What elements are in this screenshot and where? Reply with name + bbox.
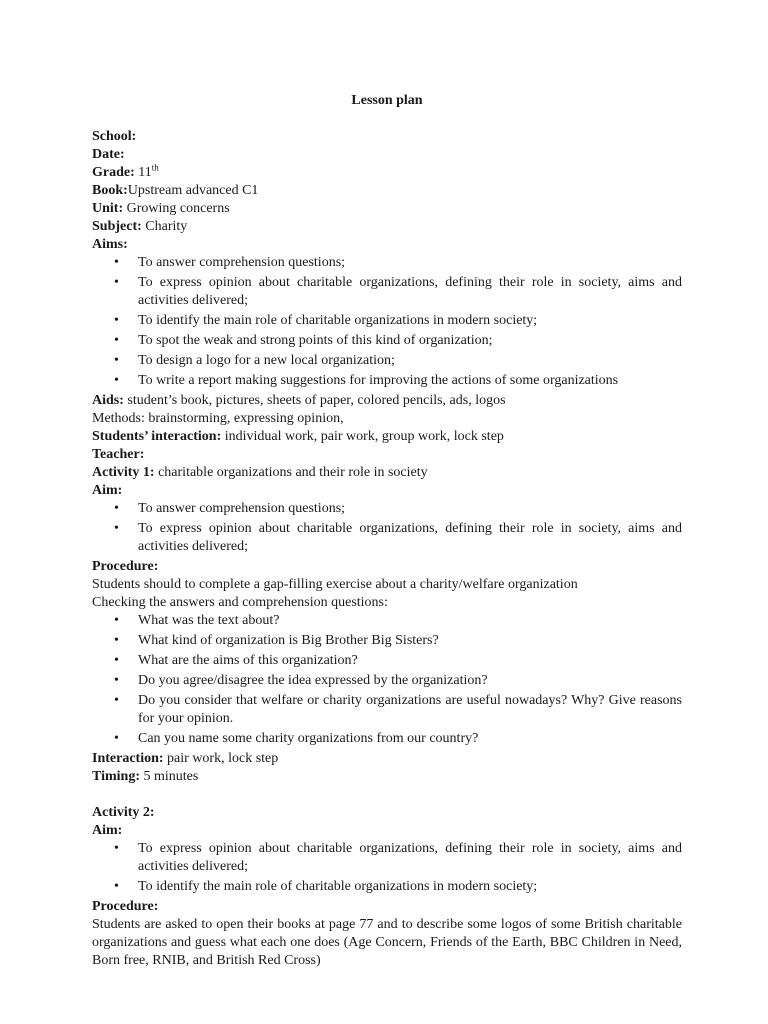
aids-value: student’s book, pictures, sheets of paper, colored pencils, ads, logos bbox=[127, 393, 506, 408]
activity-2-aims-list bbox=[92, 840, 682, 896]
students-interaction-line bbox=[92, 428, 682, 446]
subject-line bbox=[92, 218, 682, 236]
aids-line bbox=[92, 392, 682, 410]
list-item: • Can you name some charity organizations from our country? bbox=[92, 730, 682, 748]
students-interaction-label: Students’ interaction: bbox=[92, 429, 222, 444]
list-item: • What are the aims of this organization? bbox=[92, 652, 682, 670]
list-item: • To design a logo for a new local organization; bbox=[92, 352, 682, 370]
list-item: • Do you agree/disagree the idea expressed by the organization? bbox=[92, 672, 682, 690]
date-line bbox=[92, 146, 682, 164]
activity-1-interaction-value: pair work, lock step bbox=[167, 751, 279, 766]
grade-value: 11 bbox=[138, 165, 152, 180]
activity-1-interaction-line bbox=[92, 750, 682, 768]
book-label: Book: bbox=[92, 183, 128, 198]
teacher-label: Teacher: bbox=[92, 447, 145, 462]
subject-value: Charity bbox=[145, 219, 188, 234]
activity-1-line bbox=[92, 464, 682, 482]
activity-1-timing-value: 5 minutes bbox=[143, 769, 199, 784]
list-item: • Do you consider that welfare or charity organizations are useful nowadays? Why? Give reasons for your opinion. bbox=[92, 692, 682, 728]
activity-1-timing-line bbox=[92, 768, 682, 786]
list-item: • To identify the main role of charitable organizations in modern society; bbox=[92, 312, 682, 330]
unit-line bbox=[92, 200, 682, 218]
activity-1-procedure-line-1: Students should to complete a gap-filling exercise about a charity/welfare organization bbox=[92, 577, 578, 592]
activity-1-label: Activity 1: bbox=[92, 465, 155, 480]
document-page bbox=[92, 92, 682, 970]
activity-1-value: charitable organizations and their role in society bbox=[158, 465, 428, 480]
list-item: • To express opinion about charitable organizations, defining their role in society, aims and activities delivered; bbox=[92, 840, 682, 876]
activity-1-questions-list bbox=[92, 612, 682, 748]
subject-label: Subject: bbox=[92, 219, 142, 234]
school-line bbox=[92, 128, 682, 146]
list-item: • To write a report making suggestions for improving the actions of some organizations bbox=[92, 372, 682, 390]
activity-1-aim-label: Aim: bbox=[92, 483, 123, 498]
activity-1-procedure-label: Procedure: bbox=[92, 559, 159, 574]
school-label: School: bbox=[92, 129, 137, 144]
list-item: • To answer comprehension questions; bbox=[92, 254, 682, 272]
list-item: • To spot the weak and strong points of this kind of organization; bbox=[92, 332, 682, 350]
list-item: • To express opinion about charitable organizations, defining their role in society, aims and activities delivered; bbox=[92, 274, 682, 310]
book-value: Upstream advanced C1 bbox=[127, 183, 259, 198]
aims-heading: Aims: bbox=[92, 237, 128, 252]
unit-label: Unit: bbox=[92, 201, 124, 216]
page-title: Lesson plan bbox=[351, 93, 423, 108]
activity-1-procedure-line-2: Checking the answers and comprehension questions: bbox=[92, 595, 388, 610]
aids-label: Aids: bbox=[92, 393, 124, 408]
grade-line bbox=[92, 164, 682, 182]
activity-1-timing-label: Timing: bbox=[92, 769, 140, 784]
grade-label: Grade: bbox=[92, 165, 135, 180]
grade-suffix: th bbox=[151, 162, 159, 173]
methods-line: Methods: brainstorming, expressing opinion, bbox=[92, 411, 344, 426]
activity-2-aim-label: Aim: bbox=[92, 823, 123, 838]
list-item: • What was the text about? bbox=[92, 612, 682, 630]
aims-list bbox=[92, 254, 682, 390]
students-interaction-value: individual work, pair work, group work, lock step bbox=[224, 429, 504, 444]
activity-1-aims-list bbox=[92, 500, 682, 556]
activity-2-procedure-label: Procedure: bbox=[92, 899, 159, 914]
activity-2-procedure-text: Students are asked to open their books at page 77 and to describe some logos of some British charitable organizations and guess what each one does (Age Concern, Friends of the Earth, BBC Children in Need, Born free, RNIB, and British Red Cross) bbox=[92, 917, 682, 968]
book-line bbox=[92, 182, 682, 200]
section-spacer bbox=[92, 786, 682, 804]
activity-1-interaction-label: Interaction: bbox=[92, 751, 164, 766]
unit-value: Growing concerns bbox=[126, 201, 230, 216]
activity-2-label: Activity 2: bbox=[92, 805, 155, 820]
list-item: • What kind of organization is Big Brother Big Sisters? bbox=[92, 632, 682, 650]
list-item: • To answer comprehension questions; bbox=[92, 500, 682, 518]
list-item: • To identify the main role of charitable organizations in modern society; bbox=[92, 878, 682, 896]
date-label: Date: bbox=[92, 147, 125, 162]
list-item: • To express opinion about charitable organizations, defining their role in society, aims and activities delivered; bbox=[92, 520, 682, 556]
